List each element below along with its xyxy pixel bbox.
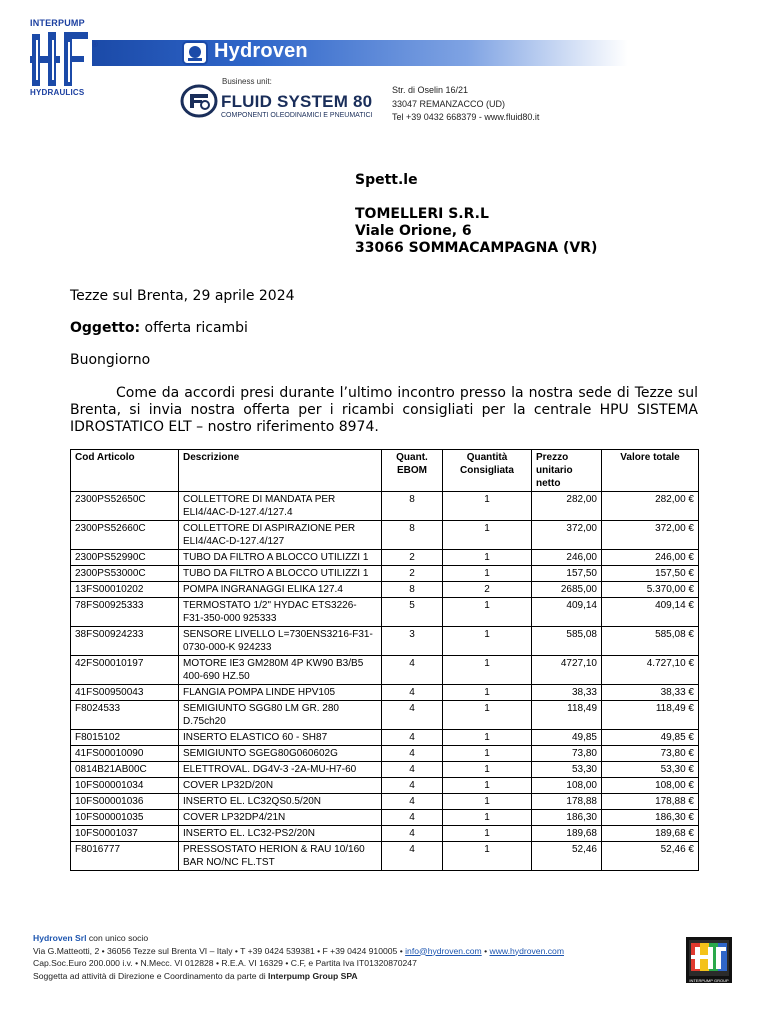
cell-qty-recommended: 1: [443, 656, 532, 685]
cell-description: COVER LP32D/20N: [179, 778, 382, 794]
cell-unit-price: 372,00: [532, 521, 602, 550]
cell-qty-recommended: 1: [443, 794, 532, 810]
table-row: [71, 810, 699, 826]
cell-qty-recommended: 1: [443, 778, 532, 794]
cell-code: 10FS00001034: [71, 778, 179, 794]
business-unit-label: Business unit:: [222, 77, 272, 86]
interpump-hydraulics-logo: [30, 30, 92, 88]
cell-qty-recommended: 1: [443, 521, 532, 550]
cell-total-value: 38,33 €: [602, 685, 699, 701]
cell-total-value: 372,00 €: [602, 521, 699, 550]
cell-description: POMPA INGRANAGGI ELIKA 127.4: [179, 582, 382, 598]
letter-body: Come da accordi presi durante l’ultimo incontro presso la nostra sede di Tezze sul Brenta, si invia nostra offerta per i ricambi consigliati per la centrale HPU SISTEMA IDROSTATICO ELT – nostro riferimento 8974.: [70, 385, 698, 435]
cell-description: SEMIGIUNTO SGEG80G060602G: [179, 746, 382, 762]
cell-total-value: 186,30 €: [602, 810, 699, 826]
hydraulics-label: HYDRAULICS: [30, 88, 85, 97]
cell-unit-price: 157,50: [532, 566, 602, 582]
recipient-street: Viale Orione, 6: [355, 223, 472, 239]
subject-text: offerta ricambi: [144, 320, 248, 336]
cell-code: 10FS00001036: [71, 794, 179, 810]
fluid-system-80-logo: [180, 84, 218, 118]
subject-label: Oggetto:: [70, 320, 141, 336]
header-qty-ebom: Quant. EBOM: [382, 450, 443, 492]
cell-total-value: 118,49 €: [602, 701, 699, 730]
cell-unit-price: 53,30: [532, 762, 602, 778]
address-line-3: Tel +39 0432 668379 - www.fluid80.it: [392, 112, 540, 122]
footer-company-suffix: con unico socio: [86, 933, 149, 943]
cell-qty-ebom: 4: [382, 701, 443, 730]
footer-email-link[interactable]: info@hydroven.com: [405, 945, 482, 956]
cell-code: 38FS00924233: [71, 627, 179, 656]
cell-code: 2300PS52660C: [71, 521, 179, 550]
cell-description: FLANGIA POMPA LINDE HPV105: [179, 685, 382, 701]
cell-code: 10FS00001035: [71, 810, 179, 826]
subject-line: [70, 320, 248, 336]
cell-qty-ebom: 4: [382, 746, 443, 762]
cell-description: MOTORE IE3 GM280M 4P KW90 B3/B5 400-690 HZ.50: [179, 656, 382, 685]
cell-unit-price: 178,88: [532, 794, 602, 810]
table-row: [71, 582, 699, 598]
table-row: [71, 566, 699, 582]
cell-unit-price: 282,00: [532, 492, 602, 521]
offer-table: [70, 449, 699, 871]
cell-code: 41FS00010090: [71, 746, 179, 762]
cell-total-value: 53,30 €: [602, 762, 699, 778]
footer-direction: Soggetta ad attività di Direzione e Coordinamento da parte di: [33, 970, 269, 981]
cell-qty-ebom: 4: [382, 685, 443, 701]
header-unit-price: Prezzo unitario netto: [532, 450, 602, 492]
table-row: [71, 521, 699, 550]
cell-unit-price: 246,00: [532, 550, 602, 566]
cell-code: F8015102: [71, 730, 179, 746]
cell-total-value: 282,00 €: [602, 492, 699, 521]
cell-qty-ebom: 4: [382, 730, 443, 746]
interpump-group-logo: [686, 937, 732, 983]
cell-description: INSERTO EL. LC32-PS2/20N: [179, 826, 382, 842]
cell-total-value: 73,80 €: [602, 746, 699, 762]
cell-code: 2300PS53000C: [71, 566, 179, 582]
table-header-row: [71, 450, 699, 492]
cell-qty-ebom: 4: [382, 842, 443, 871]
cell-qty-ebom: 4: [382, 778, 443, 794]
cell-qty-ebom: 4: [382, 794, 443, 810]
table-row: [71, 627, 699, 656]
cell-unit-price: 49,85: [532, 730, 602, 746]
table-row: [71, 762, 699, 778]
table-row: [71, 746, 699, 762]
recipient-city: 33066 SOMMACAMPAGNA (VR): [355, 240, 598, 256]
cell-total-value: 585,08 €: [602, 627, 699, 656]
cell-total-value: 4.727,10 €: [602, 656, 699, 685]
cell-qty-recommended: 1: [443, 550, 532, 566]
header-description: Descrizione: [179, 450, 382, 492]
cell-code: 78FS00925333: [71, 598, 179, 627]
cell-code: 42FS00010197: [71, 656, 179, 685]
cell-code: F8016777: [71, 842, 179, 871]
cell-code: 10FS0001037: [71, 826, 179, 842]
cell-description: SEMIGIUNTO SGG80 LM GR. 280 D.75ch20: [179, 701, 382, 730]
greeting: Buongiorno: [70, 352, 151, 368]
cell-unit-price: 38,33: [532, 685, 602, 701]
cell-unit-price: 4727,10: [532, 656, 602, 685]
cell-total-value: 52,46 €: [602, 842, 699, 871]
table-row: [71, 598, 699, 627]
cell-unit-price: 189,68: [532, 826, 602, 842]
cell-qty-ebom: 4: [382, 826, 443, 842]
cell-unit-price: 118,49: [532, 701, 602, 730]
cell-total-value: 157,50 €: [602, 566, 699, 582]
cell-description: INSERTO EL. LC32QS0.5/20N: [179, 794, 382, 810]
header-brand-bar: [92, 40, 628, 66]
cell-qty-ebom: 2: [382, 566, 443, 582]
cell-code: 13FS00010202: [71, 582, 179, 598]
interpump-label: INTERPUMP: [30, 18, 85, 28]
cell-description: SENSORE LIVELLO L=730ENS3216-F31-0730-000-K 924233: [179, 627, 382, 656]
cell-description: TUBO DA FILTRO A BLOCCO UTILIZZI 1: [179, 550, 382, 566]
address-line-1: Str. di Oselin 16/21: [392, 85, 469, 95]
cell-qty-recommended: 1: [443, 492, 532, 521]
cell-qty-recommended: 1: [443, 826, 532, 842]
group-logo-label: INTERPUMP GROUP: [689, 978, 729, 983]
fluid-system-tagline: COMPONENTI OLEODINAMICI E PNEUMATICI: [221, 112, 373, 119]
cell-description: TUBO DA FILTRO A BLOCCO UTILIZZI 1: [179, 566, 382, 582]
cell-code: F8024533: [71, 701, 179, 730]
cell-description: PRESSOSTATO HERION & RAU 10/160 BAR NO/NC FL.TST: [179, 842, 382, 871]
table-row: [71, 701, 699, 730]
recipient-company: TOMELLERI S.R.L: [355, 206, 489, 222]
cell-unit-price: 585,08: [532, 627, 602, 656]
address-line-2: 33047 REMANZACCO (UD): [392, 98, 506, 109]
cell-unit-price: 52,46: [532, 842, 602, 871]
cell-unit-price: 108,00: [532, 778, 602, 794]
footer-registry: Cap.Soc.Euro 200.000 i.v. • N.Mecc. VI 012828 • R.E.A. VI 16329 • C.F, e Partita Iva IT01320870247: [33, 958, 417, 968]
cell-qty-recommended: 1: [443, 810, 532, 826]
footer-website-link[interactable]: www.hydroven.com: [489, 945, 564, 956]
cell-code: 2300PS52990C: [71, 550, 179, 566]
cell-unit-price: 2685,00: [532, 582, 602, 598]
cell-qty-recommended: 2: [443, 582, 532, 598]
cell-description: COVER LP32DP4/21N: [179, 810, 382, 826]
cell-qty-recommended: 1: [443, 762, 532, 778]
cell-description: ELETTROVAL. DG4V-3 -2A-MU-H7-60: [179, 762, 382, 778]
table-row: [71, 492, 699, 521]
cell-qty-recommended: 1: [443, 730, 532, 746]
cell-qty-recommended: 1: [443, 746, 532, 762]
cell-qty-ebom: 5: [382, 598, 443, 627]
fluid-system-name: FLUID SYSTEM 80: [221, 92, 373, 111]
cell-code: 41FS00950043: [71, 685, 179, 701]
cell-code: 2300PS52650C: [71, 492, 179, 521]
table-row: [71, 685, 699, 701]
table-row: [71, 826, 699, 842]
cell-unit-price: 186,30: [532, 810, 602, 826]
table-row: [71, 794, 699, 810]
cell-qty-recommended: 1: [443, 842, 532, 871]
footer: Hydroven Srl con unico socio Via G.Matteotti, 2 • 36056 Tezze sul Brenta VI – Italy • T +39 0424 539381 • F +39 0424 910005 • info@hydroven.com • www.hydroven.com Cap.Soc.Euro 200.000 i.v. • N.Mecc. VI 012828 • R.E.A. VI 16329 • C.F, e Partita Iva IT01320870247 Soggetta ad attività di Direzione e Coordinamento da parte di Interpump Group SPA: [33, 933, 564, 981]
cell-qty-recommended: 1: [443, 685, 532, 701]
footer-address: Via G.Matteotti, 2 • 36056 Tezze sul Brenta VI – Italy • T +39 0424 539381 • F +39 0424 910005 •: [33, 945, 406, 956]
cell-description: INSERTO ELASTICO 60 - SH87: [179, 730, 382, 746]
cell-qty-ebom: 8: [382, 492, 443, 521]
cell-total-value: 409,14 €: [602, 598, 699, 627]
hydroven-brand: Hydroven: [214, 40, 308, 62]
hydroven-mark-icon: [182, 41, 208, 65]
cell-unit-price: 73,80: [532, 746, 602, 762]
unit-address: [392, 84, 539, 125]
cell-unit-price: 409,14: [532, 598, 602, 627]
cell-description: COLLETTORE DI MANDATA PER ELI4/4AC-D-127.4/127.4: [179, 492, 382, 521]
table-row: [71, 778, 699, 794]
cell-qty-ebom: 4: [382, 810, 443, 826]
cell-total-value: 178,88 €: [602, 794, 699, 810]
table-row: [71, 550, 699, 566]
cell-qty-ebom: 3: [382, 627, 443, 656]
cell-code: 0814B21AB00C: [71, 762, 179, 778]
cell-qty-recommended: 1: [443, 598, 532, 627]
cell-qty-ebom: 4: [382, 762, 443, 778]
table-row: [71, 842, 699, 871]
header-qty-recommended: Quantità Consigliata: [443, 450, 532, 492]
cell-total-value: 108,00 €: [602, 778, 699, 794]
registered-mark: ®: [92, 40, 98, 49]
cell-qty-ebom: 4: [382, 656, 443, 685]
table-row: [71, 656, 699, 685]
cell-qty-ebom: 8: [382, 521, 443, 550]
date-line: Tezze sul Brenta, 29 aprile 2024: [70, 288, 295, 304]
cell-total-value: 5.370,00 €: [602, 582, 699, 598]
header-total-value: Valore totale: [602, 450, 699, 492]
footer-company: Hydroven Srl: [33, 933, 87, 943]
cell-description: TERMOSTATO 1/2" HYDAC ETS3226-F31-350-000 925333: [179, 598, 382, 627]
cell-qty-recommended: 1: [443, 566, 532, 582]
cell-qty-ebom: 2: [382, 550, 443, 566]
cell-description: COLLETTORE DI ASPIRAZIONE PER ELI4/4AC-D-127.4/127: [179, 521, 382, 550]
recipient-block: [355, 172, 597, 257]
recipient-salutation: Spett.le: [355, 172, 418, 188]
cell-total-value: 246,00 €: [602, 550, 699, 566]
header-code: Cod Articolo: [71, 450, 179, 492]
cell-qty-ebom: 8: [382, 582, 443, 598]
footer-group: Interpump Group SPA: [268, 970, 358, 981]
cell-total-value: 49,85 €: [602, 730, 699, 746]
cell-total-value: 189,68 €: [602, 826, 699, 842]
cell-qty-recommended: 1: [443, 627, 532, 656]
table-row: [71, 730, 699, 746]
cell-qty-recommended: 1: [443, 701, 532, 730]
